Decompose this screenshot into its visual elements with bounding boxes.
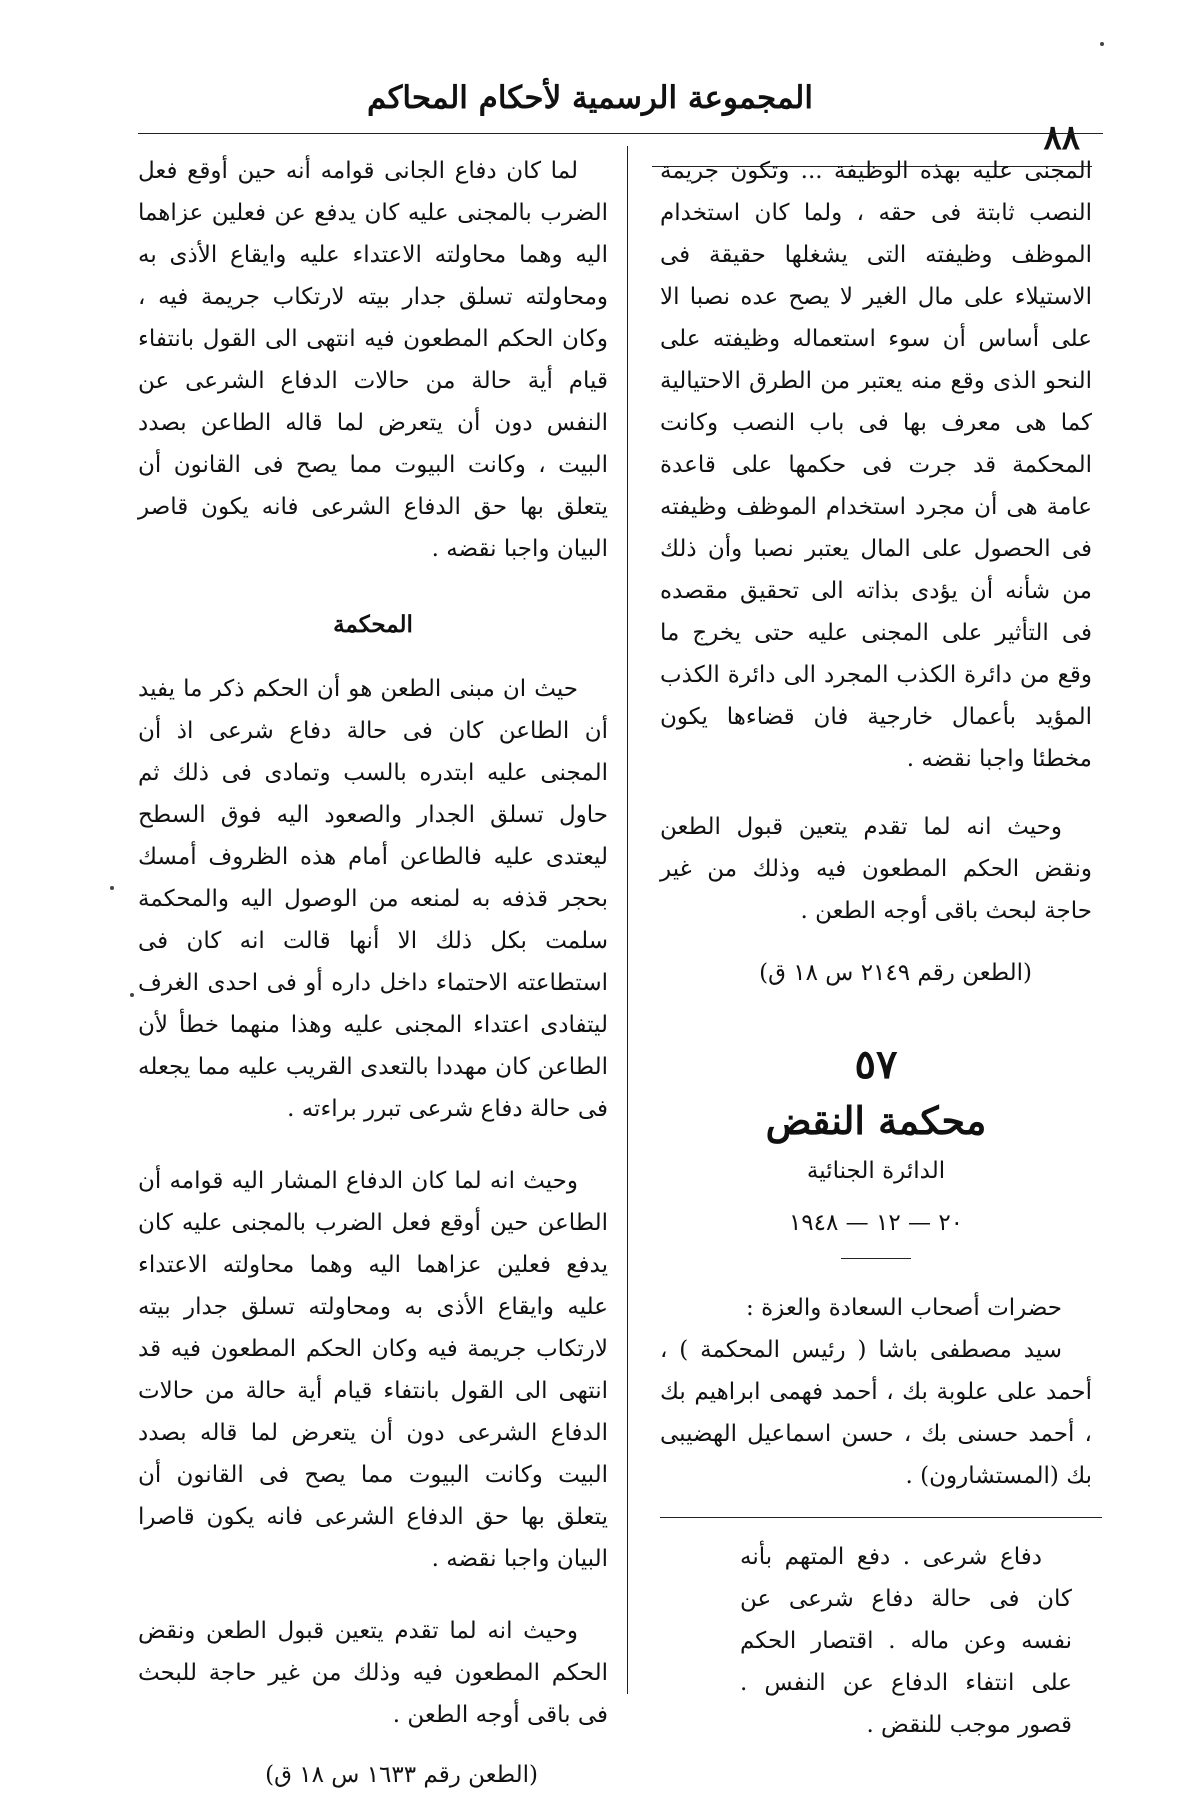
header-rule [138,133,1103,134]
right-para-1: المجنى عليه بهذه الوظيفة ... وتكون جريمة النصب ثابتة فى حقه ، ولما كان استخدام الموظف وظيفته التى يشغلها حقيقة فى الاستيلاء على مال الغير لا يصح عده نصبا الا على أساس أن سوء استعماله وظيفته على النحو الذى وقع منه يعتبر من الطرق الاحتيالية كما هى معرف بها فى باب النصب وكانت المحكمة قد جرت فى حكمها على قاعدة عامة هى أن مجرد استخدام الموظف وظيفته فى الحصول على المال يعتبر نصبا وأن ذلك من شأنه أن يؤدى بذاته الى تحقيق مقصده فى التأثير على المجنى عليه حتى يخرج ما وقع من دائرة الكذب المجرد الى دائرة الكذب المؤيد بأعمال خارجية فان قضاءها يكون مخطئا واجبا نقضه . [660,158,1092,772]
left-para-4: وحيث انه لما تقدم يتعين قبول الطعن ونقض الحكم المطعون فيه وذلك من غير حاجة للبحث فى باقى أوجه الطعن . [138,1618,608,1728]
left-para-3: وحيث انه لما كان الدفاع المشار اليه قوامه أن الطاعن حين أوقع فعل الضرب بالمجنى عليه كان يدفع فعلين عزاهما اليه وهما محاولته الاعتداء عليه وايقاع الأذى به ومحاولته تسلق جدار بيته لارتكاب جريمة فيه وكان الحكم المطعون فيه قد انتهى الى القول بانتفاء قيام أية حالة من حالات الدفاع الشرعى دون أن يتعرض لما قاله بصدد البيت وكانت البيوت مما يصح فى القانون أن يتعلق بها حق الدفاع الشرعى فانه يكون قاصرا البيان واجبا نقضه . [138,1168,608,1572]
decision-date: ٢٠ — ١٢ — ١٩٤٨ [788,1210,964,1236]
right-column [660,150,1092,1746]
section-heading-court: المحكمة [333,611,413,638]
page-number: ٨٨ [1043,118,1080,158]
summary-text: دفاع شرعى . دفع المتهم بأنه كان فى حالة دفاع شرعى عن نفسه وعن ماله . اقتصار الحكم على انتفاء الدفاع عن النفس . قصور موجب للنقض . [740,1544,1072,1738]
judges-list: سيد مصطفى باشا ( رئيس المحكمة ) ، أحمد على علوبة بك ، أحمد فهمى ابراهيم بك ، أحمد حسنى بك ، حسن اسماعيل الهضيبى بك (المستشارون) . [660,1337,1092,1489]
column-divider [627,146,628,1694]
scan-speck [110,886,114,890]
court-name: محكمة النقض [765,1098,987,1143]
judges-intro: حضرات أصحاب السعادة والعزة : [746,1295,1062,1321]
running-header-title: المجموعة الرسمية لأحكام المحاكم [367,80,813,116]
right-citation: (الطعن رقم ٢١٤٩ س ١٨ ق) [759,960,1032,986]
left-citation: (الطعن رقم ١٦٣٣ س ١٨ ق) [265,1762,538,1788]
scan-speck [1100,42,1104,46]
left-para-1: لما كان دفاع الجانى قوامه أنه حين أوقع فعل الضرب بالمجنى عليه كان يدفع عن فعلين عزاهما اليه وهما محاولته الاعتداء عليه وايقاع الأذى به ومحاولته تسلق جدار بيته لارتكاب جريمة فيه ، وكان الحكم المطعون فيه انتهى الى القول بانتفاء قيام أية حالة من حالات الدفاع الشرعى عن النفس دون أن يتعرض لما قاله الطاعن بصدد البيت ، وكانت البيوت مما يصح فى القانون أن يتعلق بها حق الدفاع الشرعى فانه يكون قاصر البيان واجبا نقضه . [138,158,608,562]
scan-speck [130,993,134,997]
right-para-2: وحيث انه لما تقدم يتعين قبول الطعن ونقض الحكم المطعون فيه وذلك من غير حاجة لبحث باقى أوجه الطعن . [660,814,1092,924]
case-number: ٥٧ [854,1041,898,1088]
summary-rule [660,1517,1102,1518]
left-para-2: حيث ان مبنى الطعن هو أن الحكم ذكر ما يفيد أن الطاعن كان فى حالة دفاع شرعى اذ أن المجنى عليه ابتدره بالسب وتمادى فى ذلك ثم حاول تسلق الجدار والصعود اليه فوق السطح ليعتدى عليه فالطاعن أمام هذه الظروف أمسك بحجر قذفه به لمنعه من الوصول اليه والمحكمة سلمت بكل ذلك الا أنها قالت انه كان فى استطاعته الاحتماء داخل داره أو فى احدى الغرف ليتفادى اعتداء المجنى عليه وهذا منهما خطأ لأن الطاعن كان مهددا بالتعدى القريب عليه مما يجعله فى حالة دفاع شرعى تبرر براءته . [138,676,608,1122]
date-rule [841,1258,911,1259]
left-column [138,150,608,1796]
circuit-name: الدائرة الجنائية [806,1158,946,1184]
